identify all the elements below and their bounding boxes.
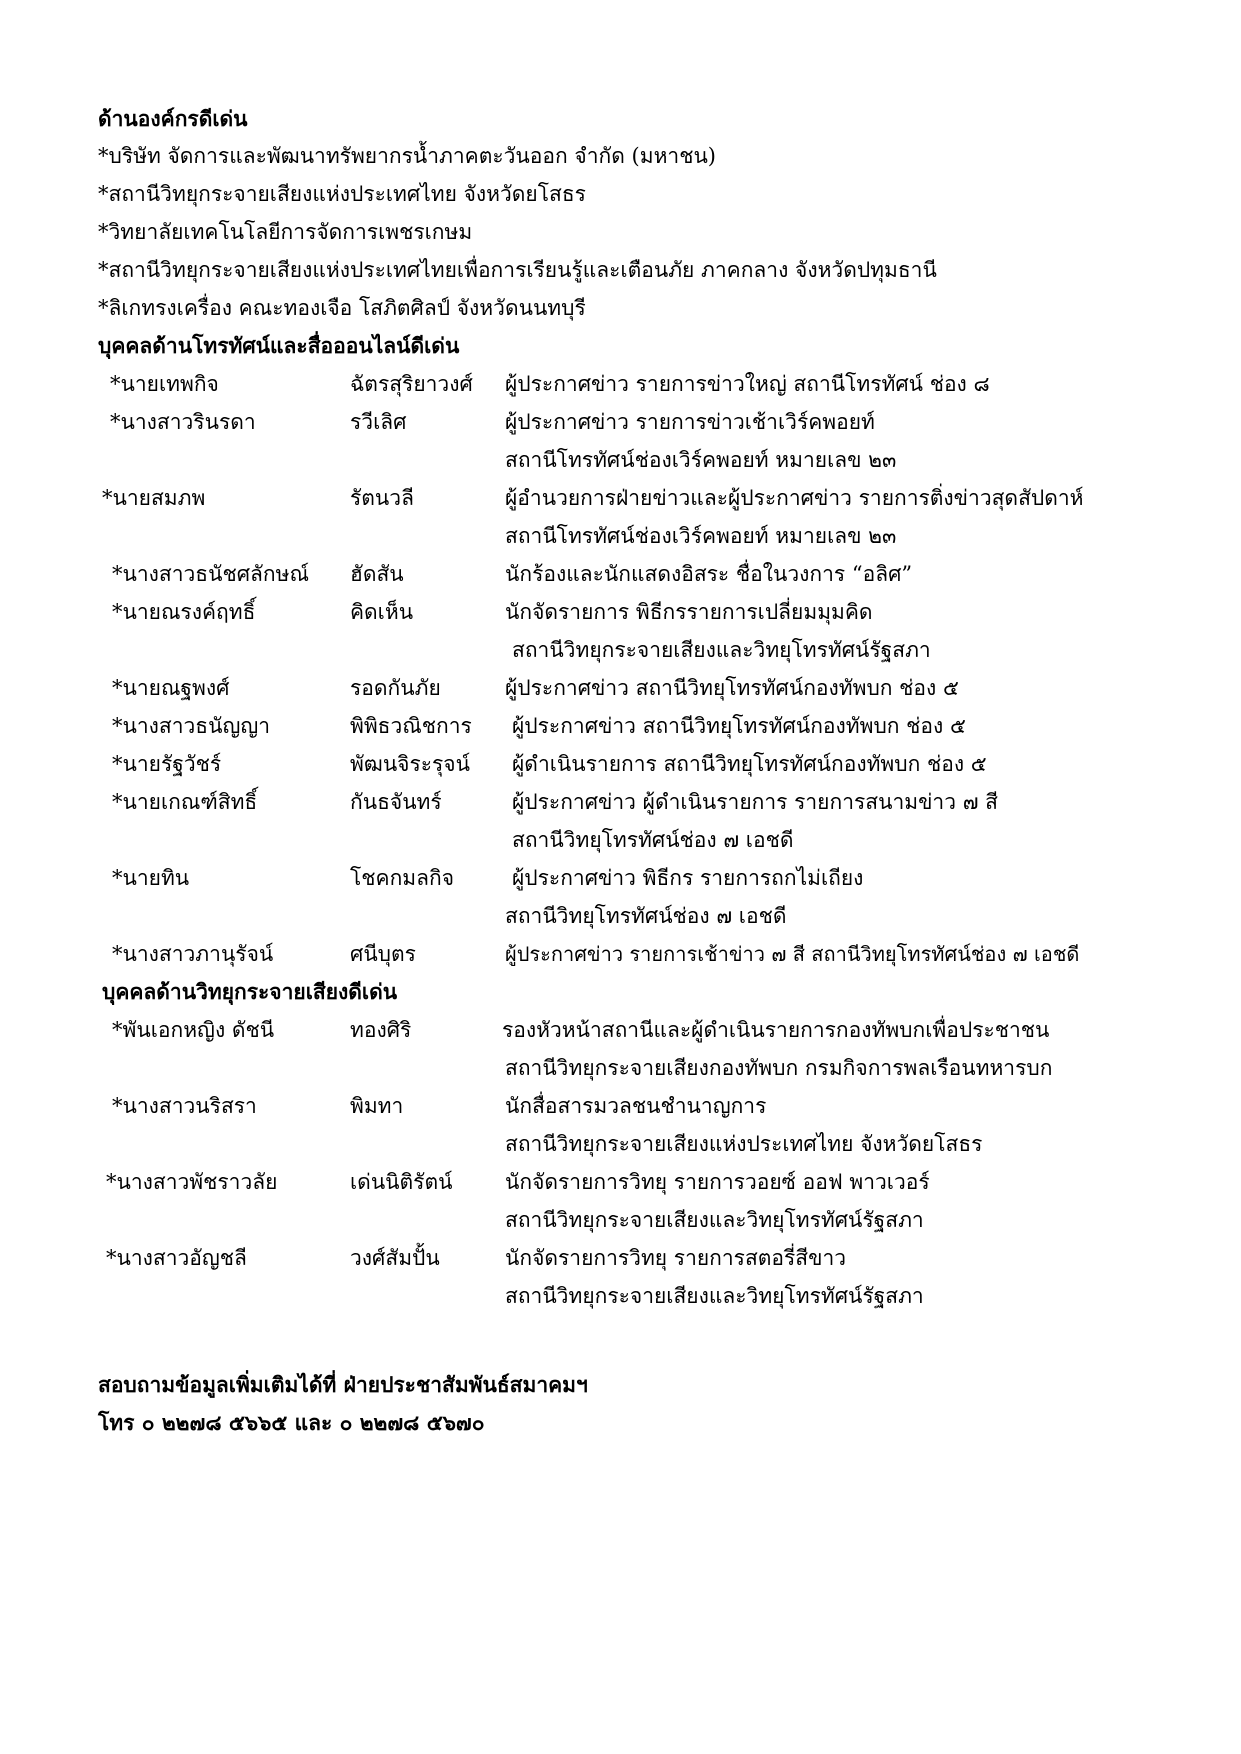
person-first-name: *นายณฐพงศ์ xyxy=(112,676,230,700)
person-last-name: ฉัตรสุริยาวงศ์ xyxy=(350,372,473,396)
person-description: ผู้ประกาศข่าว รายการข่าวเช้าเวิร์คพอยท์ xyxy=(505,410,875,434)
person-first-name: *นางสาวนริสรา xyxy=(112,1094,257,1118)
person-description: ผู้ดำเนินรายการ สถานีวิทยุโทรทัศน์กองทัพบก ช่อง ๕ xyxy=(512,752,987,776)
person-description-continued: สถานีโทรทัศน์ช่องเวิร์คพอยท์ หมายเลข ๒๓ xyxy=(505,448,897,472)
list-item xyxy=(0,789,1241,815)
person-description: นักจัดรายการ พิธีกรรายการเปลี่ยมมุมคิด xyxy=(505,600,873,624)
person-description-continued: สถานีวิทยุกระจายเสียงและวิทยุโทรทัศน์รัฐสภา xyxy=(505,1284,924,1308)
org-item: *สถานีวิทยุกระจายเสียงแห่งประเทศไทย จังหวัดยโสธร xyxy=(98,182,586,206)
person-description-continued: สถานีวิทยุกระจายเสียงและวิทยุโทรทัศน์รัฐสภา xyxy=(512,638,931,662)
list-item xyxy=(0,409,1241,435)
list-item xyxy=(0,599,1241,625)
person-first-name: *พันเอกหญิง ดัชนี xyxy=(112,1018,275,1042)
list-item xyxy=(0,865,1241,891)
person-description: ผู้ประกาศข่าว สถานีวิทยุโทรทัศน์กองทัพบก ช่อง ๕ xyxy=(505,676,959,700)
person-first-name: *นางสาวธนัญญา xyxy=(112,714,271,738)
person-last-name: พิพิธวณิชการ xyxy=(350,714,472,738)
person-last-name: วงศ์สัมปั้น xyxy=(350,1246,440,1270)
person-first-name: *นายเกณฑ์สิทธิ์ xyxy=(112,790,258,814)
person-last-name: ศนีบุตร xyxy=(350,942,416,966)
person-first-name: *นายรัฐวัชร์ xyxy=(112,752,222,776)
person-last-name: พัฒนจิระรุจน์ xyxy=(350,752,470,776)
list-item xyxy=(0,485,1241,511)
person-first-name: *นายสมภพ xyxy=(102,486,206,510)
org-item: *บริษัท จัดการและพัฒนาทรัพยากรน้ำภาคตะวันออก จำกัด (มหาชน) xyxy=(98,144,717,168)
org-item: *ลิเกทรงเครื่อง คณะทองเจือ โสภิตศิลป์ จังหวัดนนทบุรี xyxy=(98,296,586,320)
org-item: *วิทยาลัยเทคโนโลยีการจัดการเพชรเกษม xyxy=(98,220,473,244)
list-item xyxy=(0,941,1241,967)
person-first-name: *นายทิน xyxy=(112,866,190,890)
person-first-name: *นางสาวพัชราวลัย xyxy=(106,1170,278,1194)
person-description-continued: สถานีวิทยุโทรทัศน์ช่อง ๗ เอชดี xyxy=(505,904,787,928)
person-last-name: ฮัดสัน xyxy=(350,562,404,586)
person-description: ผู้ประกาศข่าว ผู้ดำเนินรายการ รายการสนามข่าว ๗ สี xyxy=(512,790,998,814)
person-description: ผู้ประกาศข่าว สถานีวิทยุโทรทัศน์กองทัพบก ช่อง ๕ xyxy=(512,714,966,738)
person-first-name: *นางสาวภานุรัจน์ xyxy=(112,942,274,966)
person-description: ผู้ประกาศข่าว รายการเช้าข่าว ๗ สี สถานีวิทยุโทรทัศน์ช่อง ๗ เอชดี xyxy=(505,942,1080,966)
person-last-name: รอดกันภัย xyxy=(350,676,441,700)
person-last-name: รัตนวลี xyxy=(350,486,414,510)
list-item xyxy=(0,713,1241,739)
person-first-name: *นางสาวอัญชลี xyxy=(106,1246,247,1270)
list-item xyxy=(0,675,1241,701)
person-first-name: *นางสาวธนัชศลักษณ์ xyxy=(112,562,309,586)
person-description: นักจัดรายการวิทยุ รายการวอยซ์ ออฟ พาวเวอร์ xyxy=(505,1170,930,1194)
list-item xyxy=(0,1169,1241,1195)
person-description-continued: สถานีวิทยุกระจายเสียงและวิทยุโทรทัศน์รัฐสภา xyxy=(505,1208,924,1232)
person-last-name: เด่นนิติรัตน์ xyxy=(350,1170,453,1194)
person-description-continued: สถานีโทรทัศน์ช่องเวิร์คพอยท์ หมายเลข ๒๓ xyxy=(505,524,897,548)
org-item: *สถานีวิทยุกระจายเสียงแห่งประเทศไทยเพื่อการเรียนรู้และเตือนภัย ภาคกลาง จังหวัดปทุมธานี xyxy=(98,258,937,282)
person-last-name: ทองศิริ xyxy=(350,1018,412,1042)
person-description: ผู้ประกาศข่าว รายการข่าวใหญ่ สถานีโทรทัศน์ ช่อง ๘ xyxy=(505,372,990,396)
list-item xyxy=(0,1245,1241,1271)
person-last-name: โชคกมลกิจ xyxy=(350,866,455,890)
person-last-name: กันธจันทร์ xyxy=(350,790,442,814)
contact-heading: สอบถามข้อมูลเพิ่มเติมได้ที่ ฝ่ายประชาสัมพันธ์สมาคมฯ xyxy=(98,1372,588,1397)
list-item xyxy=(0,1017,1241,1043)
person-first-name: *นางสาวรินรดา xyxy=(110,410,256,434)
person-description: รองหัวหน้าสถานีและผู้ดำเนินรายการกองทัพบกเพื่อประชาชน xyxy=(502,1018,1050,1042)
list-item xyxy=(0,1093,1241,1119)
list-item xyxy=(0,561,1241,587)
list-item xyxy=(0,371,1241,397)
person-description-continued: สถานีวิทยุกระจายเสียงกองทัพบก กรมกิจการพลเรือนทหารบก xyxy=(505,1056,1053,1080)
person-last-name: พิมทา xyxy=(350,1094,404,1118)
list-item xyxy=(0,751,1241,777)
person-description: นักจัดรายการวิทยุ รายการสตอรี่สีขาว xyxy=(505,1246,847,1270)
person-description-continued: สถานีวิทยุโทรทัศน์ช่อง ๗ เอชดี xyxy=(512,828,794,852)
person-first-name: *นายณรงค์ฤทธิ์ xyxy=(112,600,256,624)
tv-section-heading: บุคคลด้านโทรทัศน์และสื่อออนไลน์ดีเด่น xyxy=(98,333,460,358)
person-description: นักสื่อสารมวลชนชำนาญการ xyxy=(505,1094,767,1118)
person-description: ผู้อำนวยการฝ่ายข่าวและผู้ประกาศข่าว รายการติ่งข่าวสุดสัปดาห์ xyxy=(505,486,1084,510)
person-last-name: รวีเลิศ xyxy=(350,410,407,434)
person-description: นักร้องและนักแสดงอิสระ ชื่อในวงการ “อลิศ” xyxy=(505,562,913,586)
contact-phone: โทร ๐ ๒๒๗๘ ๕๖๖๕ และ ๐ ๒๒๗๘ ๕๖๗๐ xyxy=(98,1410,485,1435)
person-description: ผู้ประกาศข่าว พิธีกร รายการถกไม่เถียง xyxy=(512,866,864,890)
org-section-heading: ด้านองค์กรดีเด่น xyxy=(98,106,248,131)
person-first-name: *นายเทพกิจ xyxy=(110,372,219,396)
person-description-continued: สถานีวิทยุกระจายเสียงแห่งประเทศไทย จังหวัดยโสธร xyxy=(505,1132,983,1156)
person-last-name: คิดเห็น xyxy=(350,600,414,624)
radio-section-heading: บุคคลด้านวิทยุกระจายเสียงดีเด่น xyxy=(102,979,398,1004)
